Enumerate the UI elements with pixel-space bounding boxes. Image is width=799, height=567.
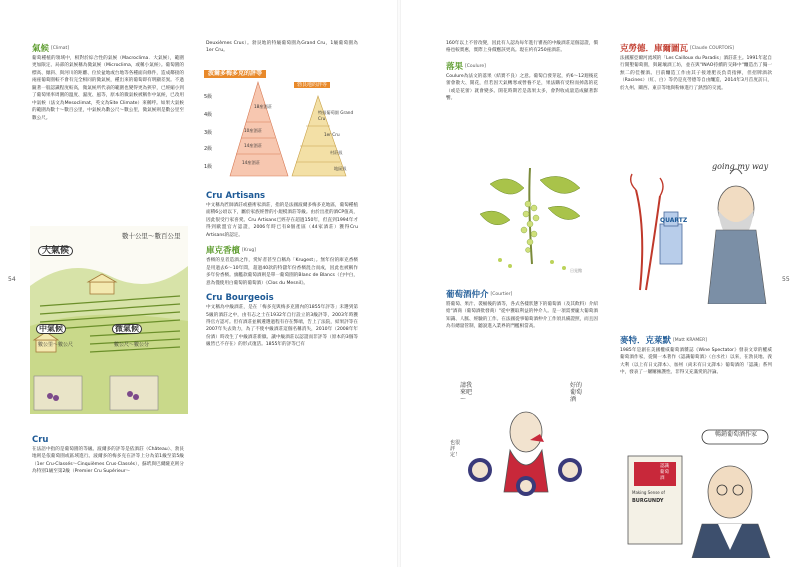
column-2-main [206, 188, 358, 349]
kramer-heading [620, 335, 772, 347]
count-5: 18座酒莊 [254, 104, 272, 109]
bourgogne-level-1er-cru: 1er Cru [324, 132, 340, 137]
kramer-subtitle: [Matt KRAMER] [673, 338, 707, 343]
bourgogne-level-village: 村莊級 [330, 150, 343, 155]
micro-climate-range: 數公尺～數公分 [114, 342, 150, 348]
cru-artisans-heading [206, 191, 358, 202]
micro-climate-label: 微氣候 [112, 324, 142, 334]
courtois-body: 法國羅亞爾河流域的「Les Cailloux du Paradis」酒莊莊主。1991年起自行開墾葡萄園，與鏟壤酒工坊，並在與"INAO持續的交鋒中"釀造出了獨一無二的佳餐酒。目前釀造工作由其子接連肥長負責指揮，但招牌酒款（Racines）（紅、白）等仍是克勞德等自由釀造，2014年3月首度訪日，於九州、關西、東京等地與粉絲進行了熱烈的交流。 [620, 56, 772, 91]
cru-artisans-body: 中文稱為匠師酒莊或藝術家酒莊，指的是法國波爾多梅多克地區，葡萄種植面積6公頃以下，屬於家族經營的小規模酒莊等級。由於出產的酒CP值高，因此很受行家喜愛。Cru Artisans已經存在超過150年，但直到1994年才得到歐盟官方認證，2006年時已有8個產區（44家酒莊）獲得Cru Artisans的認定。 [206, 203, 358, 238]
level-5: 5級 [204, 94, 213, 100]
winemaker-portrait-icon [620, 150, 772, 304]
count-4: 10座酒莊 [244, 128, 262, 133]
book-line-2: BURGUNDY [632, 498, 664, 504]
cru-bourgeois-heading [206, 293, 358, 304]
meso-climate-label: 中氣候 [36, 324, 66, 334]
going-my-way-text: going my way [712, 162, 769, 171]
cru-cont-body: Deuxièmes Crus）。勃艮地的特級葡萄園為Grand Cru，1級葡萄園為1er Cru。 [206, 41, 358, 54]
column-3-top [446, 40, 598, 103]
cru-body: 在法語中指的是葡萄園的等級。波爾多的評等是依酒莊（Château）、勃艮地則是依葡萄園或區域進行。波爾多的梅多克在評等上分為第1級至第5級（1er Cru‧Classés～Cinquièmes Crus‧Classés），蘇玳與巴爾薩克則分為特別1級至第2級（Premier Cru Supérieur～ [32, 447, 184, 475]
speech-right: 好的葡萄酒 [570, 382, 583, 403]
coulure-title: 落果 [446, 61, 464, 72]
coulure-illustration-credit: 日見館 [570, 268, 582, 273]
page-gutter [397, 0, 401, 567]
cru-title: Cru [32, 435, 49, 445]
coulure-subtitle: [Coulure] [465, 63, 486, 69]
column-climat [32, 40, 184, 122]
column-kramer [620, 332, 772, 377]
pyramid-title: 波爾多梅多克的評等 [204, 70, 266, 78]
cru-heading [32, 435, 184, 446]
level-1: 1級 [204, 164, 213, 170]
column-courtier [446, 286, 598, 331]
level-2: 2級 [204, 146, 213, 152]
kramer-board-title: 暢銷葡萄酒作家 [714, 431, 757, 438]
bottle-quartz-label: QUARTZ [660, 217, 688, 224]
col3-top-body: 160年以上不曾改變，因此有人認為每年進行審查的中級酒莊這個認證，價格也較實惠，實際上身價應該更高。現在約有250座酒莊。 [446, 41, 598, 54]
cru-artisans-title: Cru Artisans [206, 191, 266, 201]
krug-title: 庫克香檳 [206, 246, 241, 257]
coulure-illustration [470, 164, 596, 276]
grape-flower-icon [470, 164, 596, 276]
bourgogne-level-grand-cru: 特級葡萄園 Grand Cru [318, 110, 354, 121]
column-cru-cont [206, 40, 358, 55]
count-2: 14座酒莊 [242, 160, 260, 165]
coulure-heading [446, 61, 598, 73]
page-number-left: 54 [8, 276, 16, 283]
kramer-title: 麥特．克萊默 [620, 336, 672, 346]
cru-bourgeois-title: Cru Bourgeois [206, 293, 274, 304]
courtois-illustration [620, 150, 772, 304]
krug-heading [206, 245, 358, 257]
book-line-1: Making Sense of [632, 490, 665, 495]
climat-heading [32, 43, 184, 55]
coulure-body: Coulure為法文的落果（結實不良）之意。葡萄自發芽起，約6～12週後花蕾會散大、開花，但若因天氣轉寒或營養不足，果法購有受粉而掉落的花（或是花蕾）就會變多。開花時期若是落果太多，會對收成量造成顯著影響。 [446, 73, 598, 102]
courtier-illustration [450, 380, 602, 498]
column-courtois [620, 40, 772, 92]
courtier-body: 將葡萄、果汁、裝桶後的酒等，各式各樣狀態下的葡萄酒（及其飲料）介紹給"酒商（葡萄酒批發商）"從中獲取利益的仲介人。是一項需要龐大葡萄酒知識、人脈、經驗的工作。在法國從事葡萄酒仲介工作須具備證照，而且因為有總量管制，聽說進入業界的門檻相當高。 [446, 302, 598, 330]
krug-body: 香檳的皇者造酒之作，愛好者甚至自稱為「Krugest」。無年份的庫克香檳是用過去6～10年間，超過40款的特儲年份香檳混合而成，因此也被稱作多年份香檳。旗艦款葡萄酒則是單一葡萄園的Blanc de Blancs（白中白，意為僅使用白葡萄的葡萄酒）《Clos du Mesnil》。 [206, 258, 358, 286]
courtois-heading [620, 43, 772, 55]
cru-bourgeois-body: 中文稱為中級酒莊，是在「梅多克與梅多克園內的1855年評等」未選到第5級的酒莊之中，由有志之士在1932年自行設立的3級評等，2003年時獲得官方認可。但有酒莊並稱遴選過程有存在弊端，告上了法院，結果評等在2007年失去效力，為了不使中級酒莊這個名稱消失，2010年（2008年年份酒）時改生了中級酒莊新徽。讓中級酒莊以認證而非評等（原本的3個等級皆已不存在）的形式復活。1855年的評等已有 [206, 305, 358, 348]
cru-classification-diagram [200, 68, 360, 186]
macro-climate-range: 數十公里～數百公里 [122, 232, 181, 240]
kramer-illustration [622, 428, 772, 558]
courtois-subtitle: [Claude COURTOIS] [690, 46, 734, 51]
courtier-subtitle: [Courtier] [490, 292, 513, 297]
courtier-heading [446, 289, 598, 301]
climate-illustration [30, 226, 188, 414]
level-4: 4級 [204, 112, 213, 118]
book-line-3: 認識葡萄酒 [660, 464, 669, 481]
climat-subtitle: [Climat] [51, 46, 70, 51]
courtier-title: 葡萄酒仲介 [446, 290, 489, 300]
kramer-body: 1985年是創在美國權威葡萄酒雜誌《Wine Spectator》發表文章的權威葡萄酒作家，從開一本著作《認識葡萄酒》（白水社）以來，在勃艮地、義大利（以上有日文譯本）、加州（尚未有日文譯本）葡萄酒的「認識」系列中，發表了一屢屢擁護性、非得又充滿愛的評論。 [620, 348, 772, 376]
page-number-right: 55 [782, 276, 790, 283]
bourgogne-title: 勃艮地的評等 [294, 82, 330, 88]
column-cru [32, 432, 184, 476]
speech-left: 請我來吧～ [460, 382, 473, 403]
count-3: 14座酒莊 [244, 143, 262, 148]
level-3: 3級 [204, 130, 213, 136]
bourgogne-level-regional: 地區級 [334, 166, 347, 171]
speech-bottom: 也很評定！ [450, 440, 461, 458]
courtois-title: 克勞德．庫爾圖瓦 [620, 44, 689, 54]
macro-climate-label: 大氣候 [38, 246, 73, 256]
meso-climate-range: 數公里～數公尺 [38, 342, 74, 348]
krug-subtitle: [Krug] [242, 248, 257, 254]
climat-body: 葡萄種植的領域中，相對於綜合性的氣候（Macroclima．大氣候），範圍更加限定、局部的氣候稱為微氣候（Microclima，或稱小氣候）。葡萄園的標高、傾斜、與河川的距離、位於盆地或台地等各種面向條件，造成鄰接的兩座葡萄園較不會有完全相同的微氣候，種出來的葡萄即有明顯差異。不過隨著一般認識程度較高，微氣候所代表的範圍也變得更為狹窄，已經縮小到了葡萄果率周圍的溫度、濕度、風等，原本的微氣候被稱作中氣候，已改用中氣候（法文為Mesoclimat，英文為Site Climate）來稱呼。如果大氣候的範圍為數十～數百公里，中氣候為數公尺～數公里，微氣候則是數公里至數公尺。 [32, 56, 184, 121]
climat-title: 氣候 [32, 44, 50, 54]
